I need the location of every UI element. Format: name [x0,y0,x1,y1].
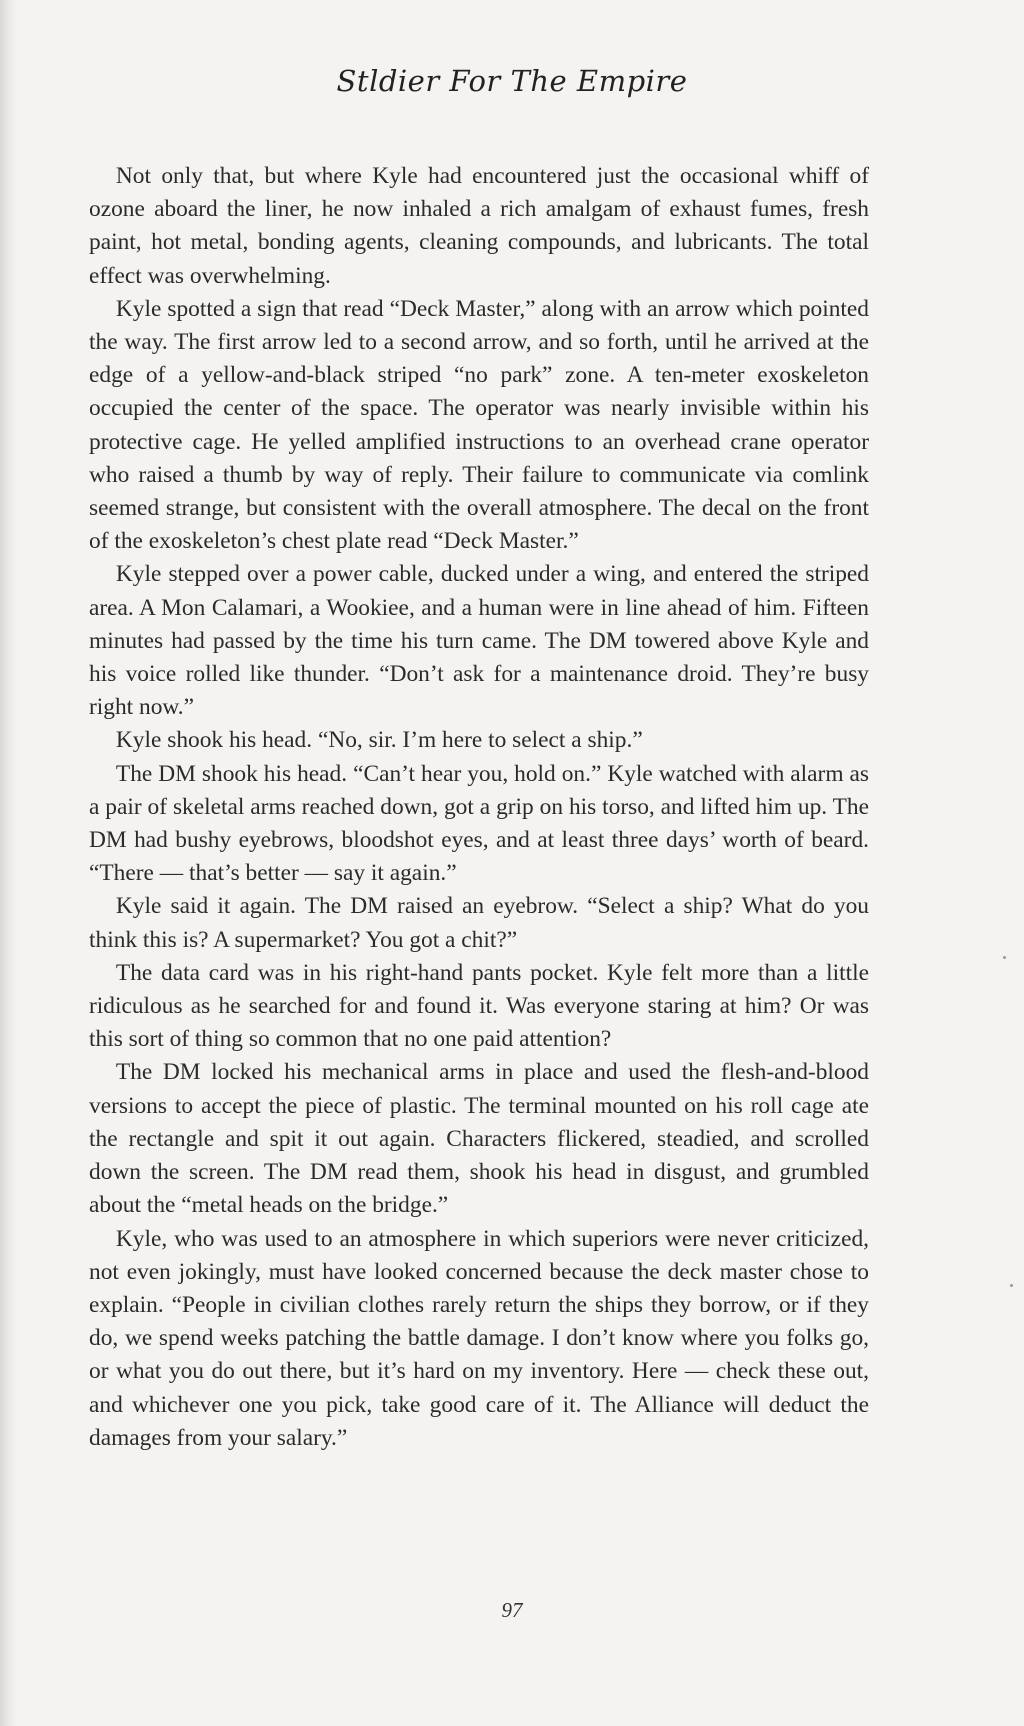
paragraph: Kyle shook his head. “No, sir. I’m here to select a ship.” [115,727,643,754]
running-head: Stldier For The Empire [336,64,688,98]
paragraph: The DM shook his head. “Can’t hear you, hold on.” Kyle watched with alarm as a pair of skeletal arms reached down, got a grip on his torso, and lifted him up. The DM had bushy eyebrows, bloodshot eyes, and at least three days’ worth of beard. “There — that’s better — say it again.” [89,760,869,887]
paragraph: Kyle, who was used to an atmosphere in which superiors were never criticized, not even jokingly, must have looked concerned because the deck master chose to explain. “People in civilian clothes rarely return the ships they borrow, or if they do, we spend weeks patching the battle damage. I don’t know where you folks go, or what you do out there, but it’s hard on my inventory. Here — check these out, and whichever one you pick, take good care of it. The Alliance will deduct the damages from your salary.” [89,1225,869,1451]
paper-speck [1003,956,1006,959]
paragraph: Not only that, but where Kyle had encountered just the occasional whiff of ozone aboard the liner, he now inhaled a rich amalgam of exhaust fumes, fresh paint, hot metal, bonding agents, cleaning compounds, and lubricants. The total effect was overwhelming. [89,163,869,289]
page-number: 97 [501,1598,523,1622]
paragraph: The data card was in his right-hand pants pocket. Kyle felt more than a little ridiculous as he searched for and found it. Was everyone staring at him? Or was this sort of thing so common that no one paid attention? [89,959,869,1053]
paper-speck [1010,1284,1013,1287]
paragraph: Kyle stepped over a power cable, ducked under a wing, and entered the striped area. A Mon Calamari, a Wookiee, and a human were in line ahead of him. Fifteen minutes had passed by the time his turn came. The DM towered above Kyle and his voice rolled like thunder. “Don’t ask for a maintenance droid. They’re busy right now.” [89,561,869,721]
paragraph: Kyle said it again. The DM raised an eyebrow. “Select a ship? What do you think this is? A supermarket? You got a chit?” [89,893,869,953]
paragraph: The DM locked his mechanical arms in place and used the flesh-and-blood versions to accept the piece of plastic. The terminal mounted on his roll cage ate the rectangle and spit it out again. Characters flickered, steadied, and scrolled down the screen. The DM read them, shook his head in disgust, and grumbled about the “metal heads on the bridge.” [89,1059,869,1219]
paragraph: Kyle spotted a sign that read “Deck Master,” along with an arrow which pointed the way. The first arrow led to a second arrow, and so forth, until he arrived at the edge of a yellow-and-black striped “no park” zone. A ten-meter exoskeleton occupied the center of the space. The operator was nearly invisible within his protective cage. He yelled amplified instructions to an overhead crane operator who raised a thumb by way of reply. Their failure to communicate via comlink seemed strange, but consistent with the overall atmosphere. The decal on the front of the exoskeleton’s chest plate read “Deck Master.” [89,295,869,555]
body-text [89,160,869,1455]
page-edge-shadow [0,0,16,1726]
